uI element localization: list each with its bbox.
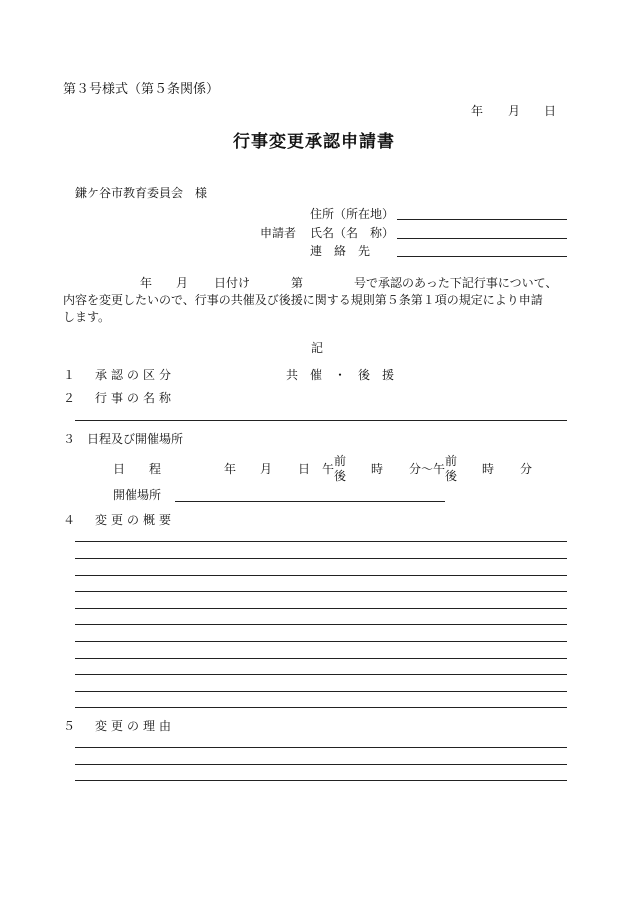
body-dated: 日付け xyxy=(214,276,251,290)
start-hour: 時 xyxy=(371,462,384,476)
start-minute: 分～ xyxy=(409,462,434,476)
ki-heading: 記 xyxy=(311,341,324,355)
date-year: 年 xyxy=(471,104,484,118)
item5-label: ５ 変更の理由 xyxy=(63,719,176,733)
item4-label: ４ 変更の概要 xyxy=(63,513,176,527)
summary-line xyxy=(75,691,567,692)
summary-line xyxy=(75,575,567,576)
applicant-contact-label: 連 絡 先 xyxy=(310,244,371,258)
summary-line xyxy=(75,541,567,542)
body-line2: 内容を変更したいので、行事の共催及び後援に関する規則第５条第１項の規定により申請 xyxy=(63,293,543,307)
schedule-year: 年 xyxy=(224,462,237,476)
end-pm: 後 xyxy=(445,469,458,483)
end-hour: 時 xyxy=(482,462,495,476)
body-line1-rest: 号で承認のあった下記行事について、 xyxy=(354,276,558,290)
addressee: 鎌ケ谷市教育委員会 様 xyxy=(75,186,208,200)
event-name-line xyxy=(75,420,567,421)
body-line3: します。 xyxy=(63,310,111,324)
schedule-month: 月 xyxy=(260,462,273,476)
summary-line xyxy=(75,707,567,708)
item3-label: ３ 日程及び開催場所 xyxy=(63,432,184,446)
body-month: 月 xyxy=(176,276,189,290)
applicant-address-line xyxy=(397,219,567,220)
reason-line xyxy=(75,780,567,781)
item1-value: 共 催 ・ 後 援 xyxy=(286,368,395,382)
summary-line xyxy=(75,608,567,609)
body-number-prefix: 第 xyxy=(291,276,304,290)
applicant-address-label: 住所（所在地） xyxy=(310,207,395,221)
end-ampm-options xyxy=(445,454,457,484)
summary-line xyxy=(75,624,567,625)
summary-line xyxy=(75,591,567,592)
start-ampm-options xyxy=(334,454,346,484)
venue-line xyxy=(175,501,445,502)
item1-label: １ 承認の区分 xyxy=(63,368,176,382)
reason-line xyxy=(75,764,567,765)
start-ampm-prefix: 午 xyxy=(322,462,335,476)
summary-line xyxy=(75,558,567,559)
summary-line xyxy=(75,658,567,659)
body-year: 年 xyxy=(140,276,153,290)
form-number-label: 第３号様式（第５条関係） xyxy=(63,82,220,97)
applicant-name-label: 氏名（名 称） xyxy=(310,226,395,240)
end-minute: 分 xyxy=(520,462,533,476)
item2-label: ２ 行事の名称 xyxy=(63,391,176,405)
start-am: 前 xyxy=(334,454,347,468)
applicant-group-label: 申請者 xyxy=(260,226,297,240)
reason-line xyxy=(75,747,567,748)
applicant-contact-line xyxy=(397,256,567,257)
schedule-label: 日 程 xyxy=(113,462,162,476)
date-month: 月 xyxy=(508,104,521,118)
document-title: 行事変更承認申請書 xyxy=(233,132,395,152)
end-ampm-prefix: 午 xyxy=(433,462,446,476)
schedule-day: 日 xyxy=(298,462,311,476)
applicant-name-line xyxy=(397,238,567,239)
summary-line xyxy=(75,641,567,642)
summary-line xyxy=(75,674,567,675)
start-pm: 後 xyxy=(334,469,347,483)
end-am: 前 xyxy=(445,454,458,468)
venue-label: 開催場所 xyxy=(113,488,162,502)
date-day: 日 xyxy=(544,104,557,118)
